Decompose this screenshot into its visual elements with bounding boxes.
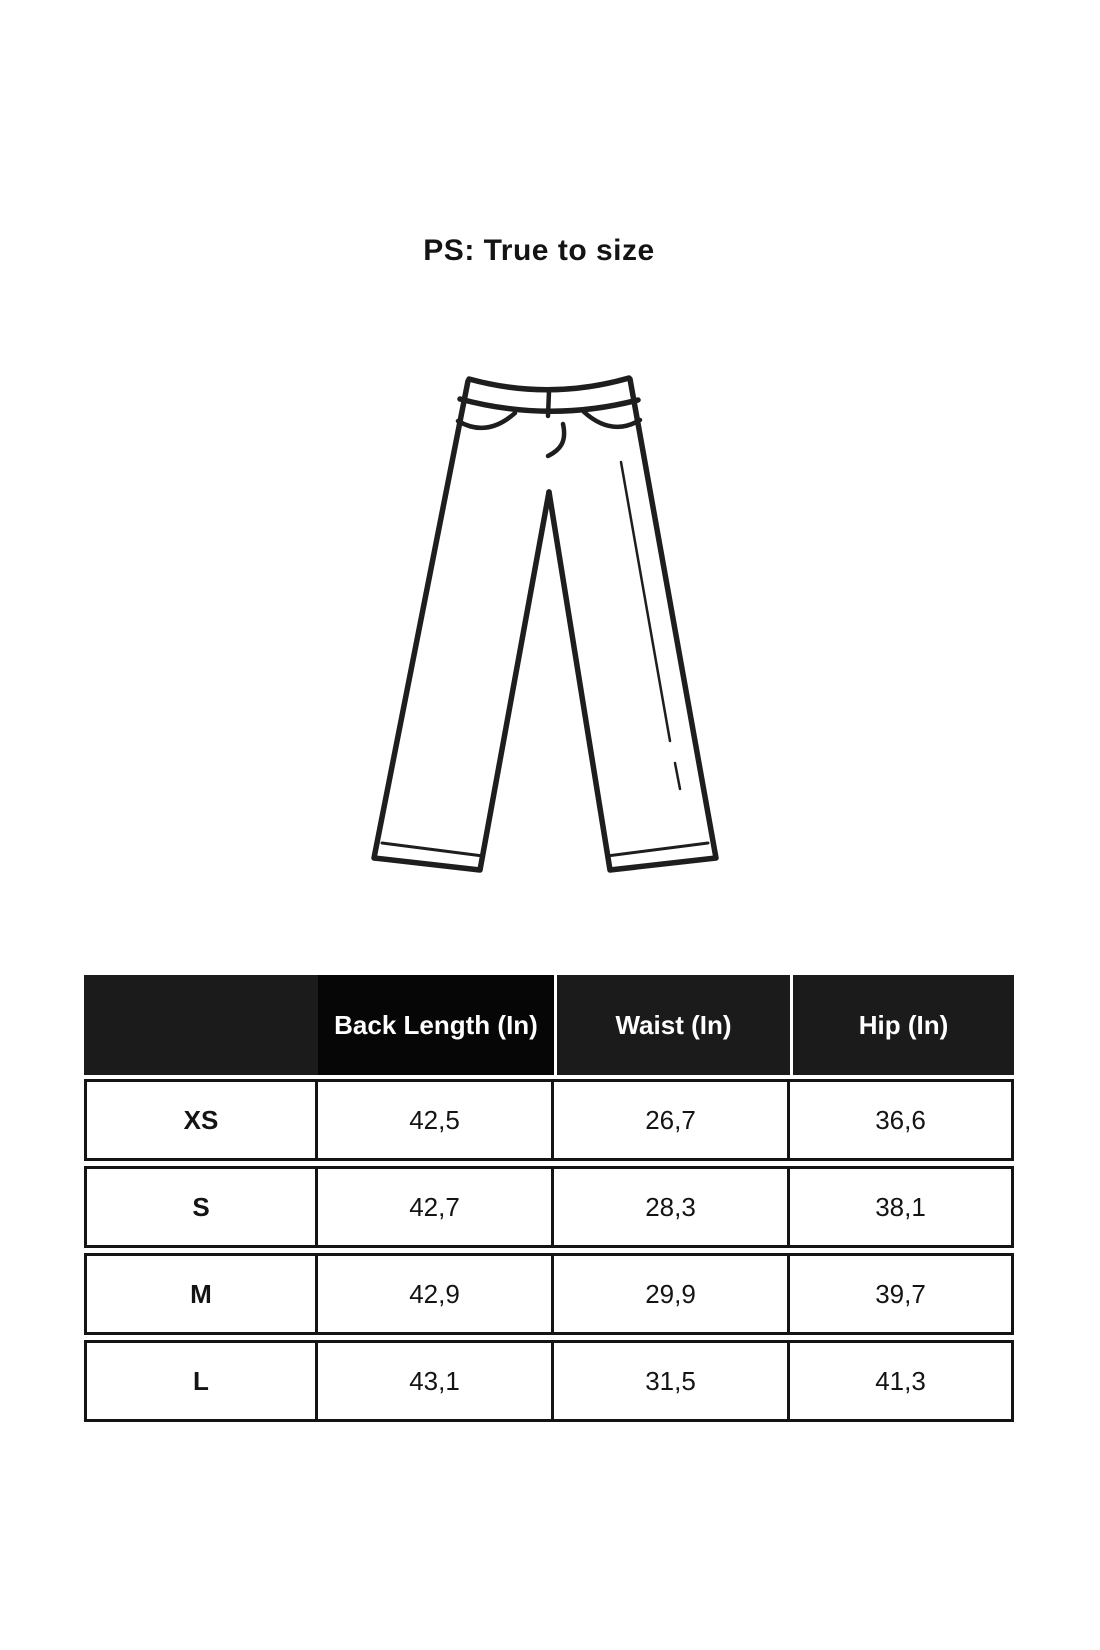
pants-side-seam-line [621,462,670,741]
table-row-m [84,1253,1014,1335]
pants-left-hem-line [382,843,483,856]
pants-right-leg [549,379,716,870]
hip-value: 38,1 [875,1191,926,1222]
size-chart-table [84,975,1014,1422]
table-row-xs [84,1079,1014,1161]
hip-value: 39,7 [875,1278,926,1309]
waist-value: 26,7 [554,1082,790,1158]
size-label: S [87,1169,318,1245]
pants-fly-center-line [548,391,549,416]
size-chart-header-row [84,975,1014,1075]
header-cell-waist: Waist (In) [557,975,790,1075]
pants-fly-curve [548,424,564,456]
hip-value: 41,3 [875,1365,926,1396]
waist-value: 28,3 [554,1169,790,1245]
pants-side-seam-dash [675,763,680,789]
header-cell-hip: Hip (In) [793,975,1014,1075]
back-length-value: 42,5 [318,1082,554,1158]
pants-right-hem-line [607,843,708,856]
pants-left-leg [374,381,549,870]
header-cell-size [84,975,318,1075]
size-label: L [87,1343,318,1419]
waist-value: 29,9 [554,1256,790,1332]
pants-left-pocket [458,413,515,428]
table-row-l [84,1340,1014,1422]
back-length-value: 42,9 [318,1256,554,1332]
header-cell-back-length: Back Length (In) [318,975,554,1075]
table-row-s [84,1166,1014,1248]
size-label: XS [87,1082,318,1158]
pants-waistband-top [469,378,629,390]
pants-line-drawing-icon [339,340,759,880]
back-length-value: 43,1 [318,1343,554,1419]
back-length-value: 42,7 [318,1169,554,1245]
size-label: M [87,1256,318,1332]
waist-value: 31,5 [554,1343,790,1419]
hip-value: 36,6 [875,1104,926,1135]
page-title: PS: True to size [423,234,655,267]
pants-right-pocket [584,412,640,427]
